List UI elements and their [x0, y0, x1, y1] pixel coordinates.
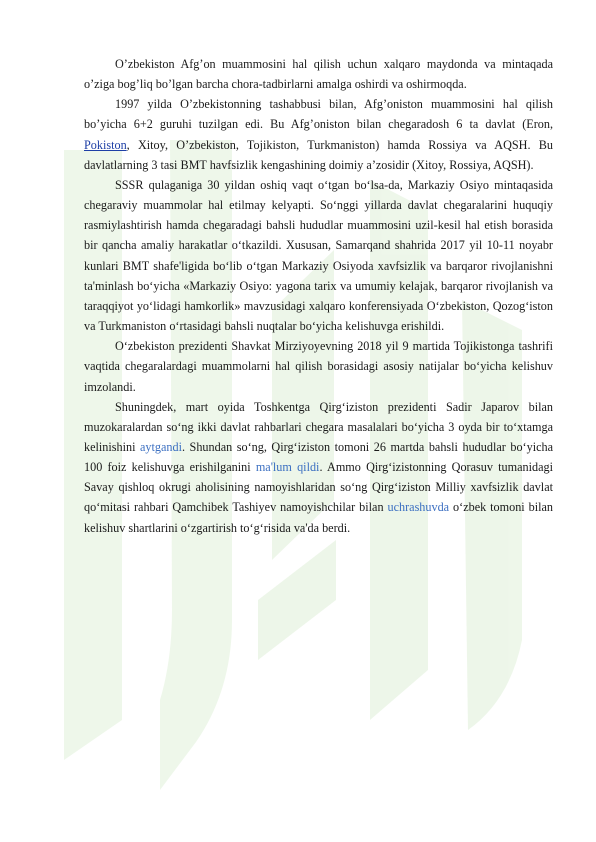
text-run: 1997 yilda O’zbekistonning tashabbusi bilan, Afg’oniston muammosini hal qilish bo’yicha 6+2 guruhi tuzilgan edi. Bu Afg’oniston bilan chegaradosh 6 ta davlat (Eron,	[84, 97, 553, 132]
hyperlink[interactable]: uchrashuvda	[387, 500, 450, 515]
text-run: , Xitoy, O’zbekiston, Tojikiston, Turkmaniston) hamda Rossiya va AQSH. Bu davlatlarning 3 tasi BMT havfsizlik kengashining doimiy a’zosidir (Xitoy, Rossiya, AQSH).	[84, 137, 553, 172]
paragraph	[84, 94, 553, 175]
text-run: O‘zbekiston prezidenti Shavkat Mirziyoyevning 2018 yil 9 martida Tojikistonga tashrifi vaqtida chegaralardagi muammolarni hal qilish borasidagi asosiy natijalar bo‘yicha kelishuv imzolandi.	[84, 339, 553, 394]
hyperlink[interactable]: aytgandi	[140, 439, 182, 454]
document-body	[84, 54, 553, 538]
text-run: . Shundan so‘ng, Qirg‘iziston tomoni 26 martda bahsli hududlar bo‘yicha 100 foiz kelishuvga erishilganini	[84, 439, 553, 475]
text-run: . Ammo Qirg‘izistonning Qorasuv tumanidagi Savay qishloq okrugi aholisining namoyishlaridan so‘ng Qirg‘iziston Milliy xavfsizlik davlat qo‘mitasi rahbari Qamchibek Tashiyev namoyishchilar bilan	[84, 460, 553, 515]
text-run: O’zbekiston Afg’on muammosini hal qilish uchun xalqaro maydonda va mintaqada o’ziga bog’liq bo’lgan barcha chora-tadbirlarni amalga oshirdi va oshirmoqda.	[84, 57, 553, 92]
hyperlink[interactable]: ma'lum qildi	[255, 460, 320, 475]
paragraph	[84, 397, 553, 538]
paragraph	[84, 336, 553, 396]
text-run: o‘zbek tomoni bilan kelishuv shartlarini o‘zgartirish to‘g‘risida va'da berdi.	[84, 500, 553, 535]
text-run: SSSR qulaganiga 30 yildan oshiq vaqt o‘tgan bo‘lsa-da, Markaziy Osiyo mintaqasida chegaraviy muammolar hal etilmay kelyapti. So‘nggi yillarda davlat chegaralarini huquqiy rasmiylashtirish hamda chegaradagi bahsli hududlar muammosini uzil-kesil hal etish borasida bir qancha amaliy harakatlar o‘tkazildi. Xususan, Samarqand shahrida 2017 yil 10-11 noyabr kunlari BMT shafe'ligida bo‘lib o‘tgan Markaziy Osiyoda xavfsizlik va barqaror rivojlanishni ta'minlash bo‘yicha «Markaziy Osiyo: yagona tarix va umumiy kelajak, barqaror rivojlanish va taraqqiyot yo‘lidagi hamkorlik» mavzusidagi xalqaro konferensiyada O‘zbekiston, Qozog‘iston va Turkmaniston o‘rtasidagi bahsli nuqtalar bo‘yicha kelishuvga erishildi.	[84, 177, 553, 334]
text-run: Shuningdek, mart oyida Toshkentga Qirg‘iziston prezidenti Sadir Japarov bilan muzokaralardan so‘ng ikki davlat rahbarlari chegara masalalari bo‘yicha 3 oyda bir to‘xtamga kelinishini	[84, 399, 553, 454]
hyperlink[interactable]: Pokiston	[84, 137, 127, 152]
paragraph	[84, 54, 553, 94]
paragraph	[84, 175, 553, 336]
